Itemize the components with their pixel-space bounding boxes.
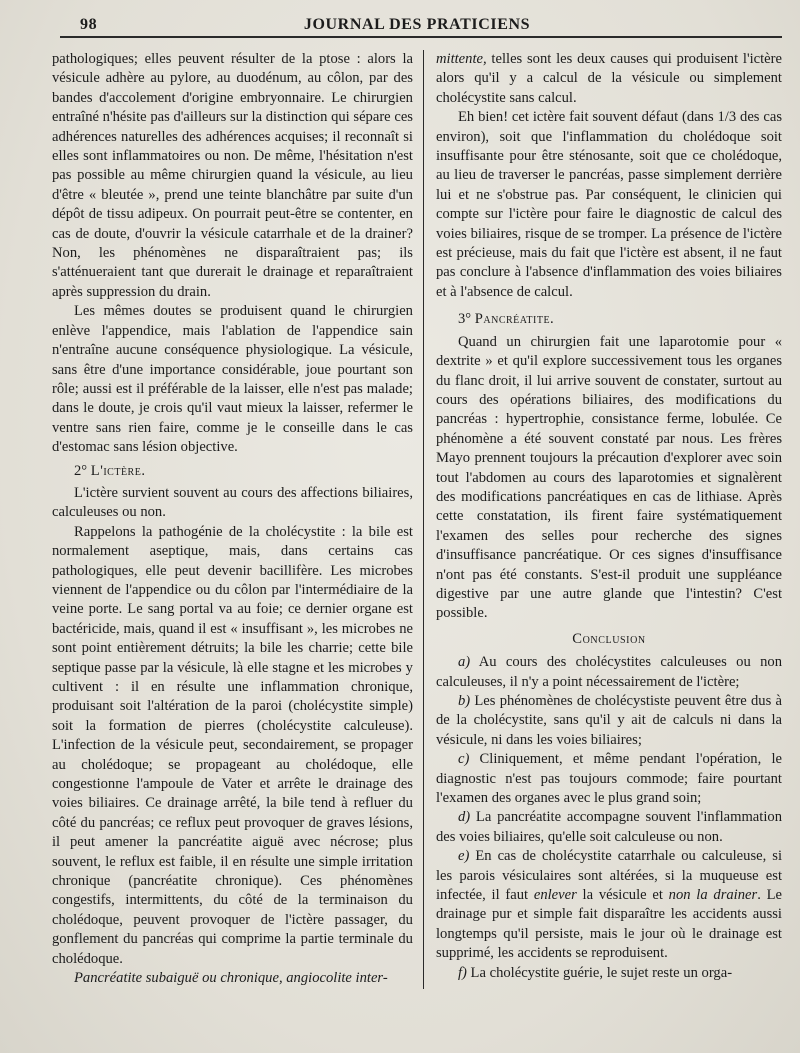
paragraph: Eh bien! cet ictère fait souvent défaut (dans 1/3 des cas environ), soit que l'inflammation du cholédoque soit insuffisante pour être sténosante, soit que ce cholédoque, au lieu de traverser le pancréas, passe simplement derrière lui et ne s'obstrue pas. Par conséquent, le clinicien qui compte sur l'ictère pour faire le diagnostic de calcul des voies biliaires, risque de se tromper. La présence de l'ictère est précieuse, mais du fait que l'ictère est absent, il ne faut pas conclure à l'absence d'inflammation des voies biliaires et à l'absence de calcul. [435,109,782,300]
right-column [423,50,782,989]
section-number: 2° [74,462,91,479]
item-text: . Le drainage pur et simple fait disparaître les accidents aussi longtemps qu'il persiste, mais le jour où le drainage est supprimé, les accidents se reproduisent. [435,887,782,962]
paragraph-continued [52,969,413,988]
item-label: b) [457,693,471,709]
item-italic: enlever [533,887,577,904]
conclusion-item [436,847,782,963]
paragraph: Les mêmes doutes se produisent quand le chirurgien enlève l'appendice, mais l'ablation de l'appendice sain n'entraîne aucune conséquence physiologique. La vésicule, sans être d'une importance considérable, joue pourtant son rôle; aussi est il préférable de la laisser, elle n'est pas malade; dans le doute, je crois qu'il vaut mieux la laisser, refermer le ventre sans rien faire, comme je le conseille dans le cas d'estomac sans lésion objective. [52,303,413,456]
conclusion-item [436,808,782,847]
item-label: c) [457,751,470,768]
page-header [52,10,782,36]
page-number: 98 [80,16,98,33]
item-text: Les phénomènes de cholécystiste peuvent être dus à de la cholécystite, sans qu'il y ait de calculs ni dans la vésicule, ni dans les voies biliaires; [435,693,782,748]
text-columns [52,50,782,989]
italic-text: mittente, [435,51,487,67]
item-text: En cas de cholécystite catarrhale ou calculeuse, si les parois vésiculaires sont altérées, si la muqueuse est infectée, il faut [435,848,782,904]
section-heading-ictere [52,462,413,481]
section-heading-pancreatite [436,310,782,329]
section-title: Pancréatite. [474,311,555,328]
conclusion-item [436,964,782,983]
conclusion-item [436,750,782,808]
item-italic: non la drainer [668,887,758,904]
paragraph: Rappelons la pathogénie de la cholécystite : la bile est normalement aseptique, mais, dans certains cas pathologiques, elle peut devenir bacillifère. Les microbes viennent de l'appendice ou du côlon par l'intermédiaire de la veine porte. Le sang portal va au foie; ce dernier organe est bactéricide, mais, quand il est « insuffisant », les microbes ne sont point entièrement détruits; la bile les charrie; cette bile septique passe par la vésicule, là elle stagne et les microbes y cultivent : il en résulte une inflammation chronique, produisant soit l'altération de la paroi (cholécystite simple) soit la formation de pierres (cholécystite calculeuse). L'infection de la vésicule peut, secondairement, se propager au cholédoque; se propageant au cholédoque, elle congestionne l'ampoule de Vater et arrête le drainage des voies biliaires. Ce drainage arrêté, la bile tend à refluer du côté du pancréas; ce reflux peut provoquer de graves lésions, il peut amener la pancréatite aiguë avec nécrose; plus souvent, le reflux est faible, il en résulte une simple irritation chronique (pancréatite chronique). Ces phénomènes congestifs, intermittents, du côté de la terminaison du cholédoque, peuvent provoquer de l'ictère passager, du gonflement du pancréas qui comprime la partie terminale du cholédoque. [52,523,413,967]
conclusion-item [436,653,782,692]
item-label: f) [457,964,467,981]
item-text: La pancréatite accompagne souvent l'inflammation des voies biliaires, qu'elle soit calculeuse ou non. [435,809,782,845]
item-label: e) [457,848,470,865]
running-title: JOURNAL DES PRATICIENS [303,16,531,33]
paragraph [436,50,782,108]
paragraph: pathologiques; elles peuvent résulter de la ptose : alors la vésicule adhère au pylore, au duodénum, au côlon, par des bandes d'accolement d'origine embryonnaire. Le chirurgien entraîné n'hésite pas d'ailleurs sur la distinction qui sépare ces adhérences naturelles des adhérences acquises; il reconnaît si elles sont inflammatoires ou non. De même, l'hésitation n'est pas possible au même chirurgien quand la vésicule, au lieu d'être « bleutée », prend une teinte blanchâtre par suite d'un dépôt de tissu adipeux. On pourrait peut-être se contenter, en cas de doute, d'ouvrir la vésicule catarrhale et de la drainer? Non, les phénomènes ne disparaîtraient pas; ils s'atténueraient tant que durerait le drainage et reparaîtraient après suppression du drain. [52,51,413,300]
section-title: L'ictère. [90,462,146,479]
paragraph-text: telles sont les deux causes qui produisent l'ictère alors qu'il y a calcul de la vésicule ou simplement cholécystite sans calcul. [435,51,782,106]
section-number: 3° [457,311,475,328]
item-label: a) [457,654,471,671]
conclusion-item [436,692,782,750]
italic-text: Pancréatite subaiguë ou chronique, angiocolite inter- [74,970,388,987]
paragraph: L'ictère survient souvent au cours des affections biliaires, calculeuses ou non. [52,484,413,521]
item-label: d) [457,809,471,826]
item-text: Au cours des cholécystites calculeuses ou non calculeuses, il n'y a point nécessairement de l'ictère; [435,654,782,690]
paragraph: Quand un chirurgien fait une laparotomie pour « dextrite » et qu'il explore successivement tous les organes du flanc droit, il lui arrive souvent de constater, surtout au cours des opérations biliaires, des modifications du pancréas : hypertrophie, consistance ferme, lobulée. Ce phénomène a été souvent constaté par nous. Les frères Mayo prennent toujours la précaution d'explorer avec soin tout l'abdomen au cours des laparotomies et signalèrent des modifications pancréatiques en cas de lithiase. Après cette constatation, ils firent faire systématiquement l'examen des selles pour recherche des signes d'insuffisance pancréatique. Or ces signes d'insuffisance n'ont pas été constants. S'est-il produit une suppléance digestive par une autre glande que l'intestin? C'est possible. [435,333,782,622]
conclusion-heading: Conclusion [572,630,646,647]
left-column [52,50,423,989]
item-text: Cliniquement, et même pendant l'opération, le diagnostic n'est pas toujours commode; faire pourtant l'examen des organes avec le plus grand soin; [435,751,782,807]
item-text: La cholécystite guérie, le sujet reste un orga- [466,964,733,981]
item-text: la vésicule et [576,887,669,904]
header-rule [60,36,782,38]
